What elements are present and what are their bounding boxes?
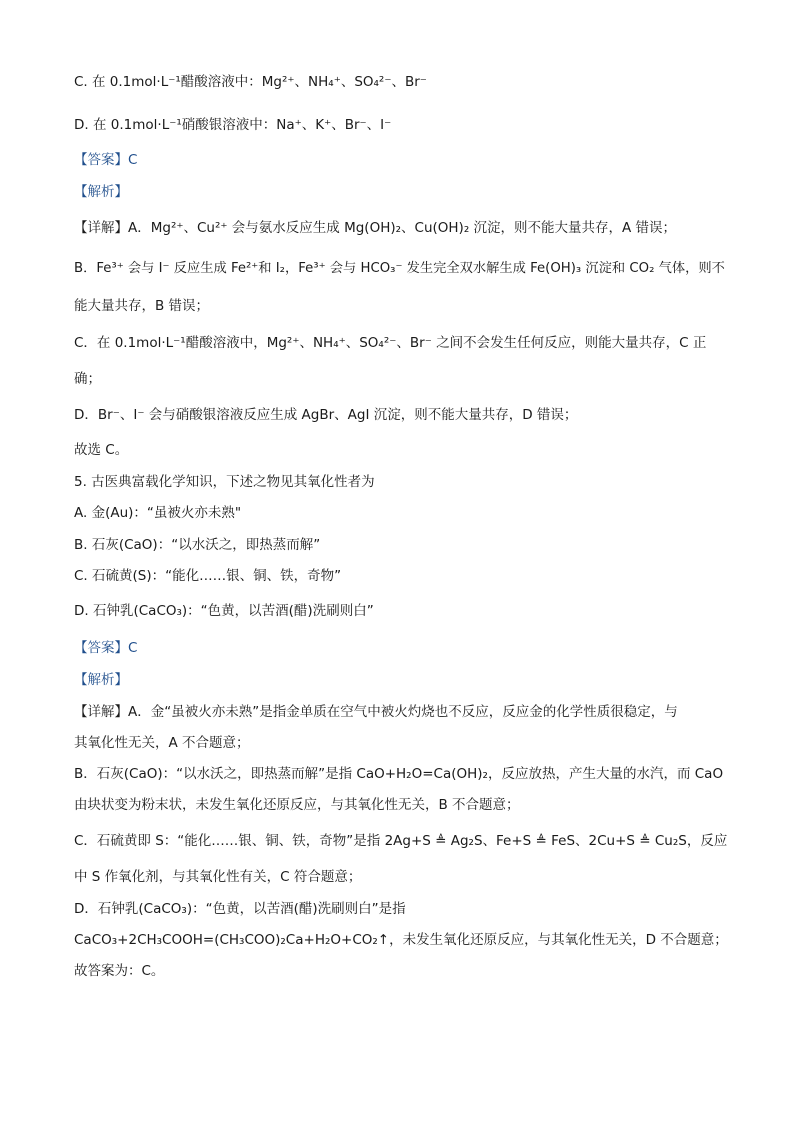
explanation-5-c-cont: 中 S 作氧化剂，与其氧化性有关，C 符合题意； (74, 869, 362, 885)
explanation-5-d: D．石钟乳(CaCO₃)：“色黄，以苦酒(醋)洗刷则白”是指 (74, 901, 406, 917)
conclusion: 故选 C。 (74, 442, 129, 458)
answer-label-5: 【答案】C (74, 640, 138, 656)
explanation-d: D．Br⁻、I⁻ 会与硝酸银溶液反应生成 AgBr、AgI 沉淀，则不能大量共存，D 错误； (74, 407, 578, 423)
option-d-line: D. 在 0.1mol·L⁻¹硝酸银溶液中：Na⁺、K⁺、Br⁻、I⁻ (74, 117, 392, 133)
question-5-option-b: B. 石灰(CaO)：“以水沃之，即热蒸而解” (74, 537, 321, 553)
option-c-line: C. 在 0.1mol·L⁻¹醋酸溶液中：Mg²⁺、NH₄⁺、SO₄²⁻、Br⁻ (74, 74, 427, 90)
explanation-c-cont: 确； (74, 371, 101, 387)
question-5-option-d: D. 石钟乳(CaCO₃)：“色黄，以苦酒(醋)洗刷则白” (74, 603, 374, 619)
conclusion-5: 故答案为：C。 (74, 963, 165, 979)
explanation-5-a-cont: 其氧化性无关，A 不合题意； (74, 735, 250, 751)
explanation-5-a: 【详解】A．金“虽被火亦未熟”是指金单质在空气中被火灼烧也不反应，反应金的化学性质很稳定，与 (74, 704, 678, 720)
explanation-5-d-equation: CaCO₃+2CH₃COOH=(CH₃COO)₂Ca+H₂O+CO₂↑，未发生氧化还原反应，与其氧化性无关，D 不合题意； (74, 932, 728, 948)
analysis-label-5: 【解析】 (74, 672, 128, 688)
question-5-stem: 5. 古医典富载化学知识，下述之物见其氧化性者为 (74, 474, 375, 490)
explanation-c: C．在 0.1mol·L⁻¹醋酸溶液中，Mg²⁺、NH₄⁺、SO₄²⁻、Br⁻ 之间不会发生任何反应，则能大量共存，C 正 (74, 335, 707, 351)
explanation-5-c: C．石硫黄即 S：“能化……银、铜、铁，奇物”是指 2Ag+S ≜ Ag₂S、Fe+S ≜ FeS、2Cu+S ≜ Cu₂S，反应 (74, 833, 728, 849)
explanation-a: 【详解】A．Mg²⁺、Cu²⁺ 会与氨水反应生成 Mg(OH)₂、Cu(OH)₂ 沉淀，则不能大量共存，A 错误； (74, 220, 677, 236)
question-5-option-c: C. 石硫黄(S)：“能化……银、铜、铁，奇物” (74, 568, 342, 584)
explanation-b-cont: 能大量共存，B 错误； (74, 298, 210, 314)
question-5-option-a: A. 金(Au)：“虽被火亦未熟" (74, 505, 242, 521)
explanation-b: B．Fe³⁺ 会与 I⁻ 反应生成 Fe²⁺和 I₂，Fe³⁺ 会与 HCO₃⁻ 发生完全双水解生成 Fe(OH)₃ 沉淀和 CO₂ 气体，则不 (74, 261, 725, 276)
analysis-label: 【解析】 (74, 184, 128, 200)
explanation-5-b-cont: 由块状变为粉末状，未发生氧化还原反应，与其氧化性无关，B 不合题意； (74, 797, 520, 813)
explanation-5-b: B．石灰(CaO)：“以水沃之，即热蒸而解”是指 CaO+H₂O=Ca(OH)₂，反应放热，产生大量的水汽，而 CaO (74, 766, 724, 782)
answer-label: 【答案】C (74, 152, 138, 168)
